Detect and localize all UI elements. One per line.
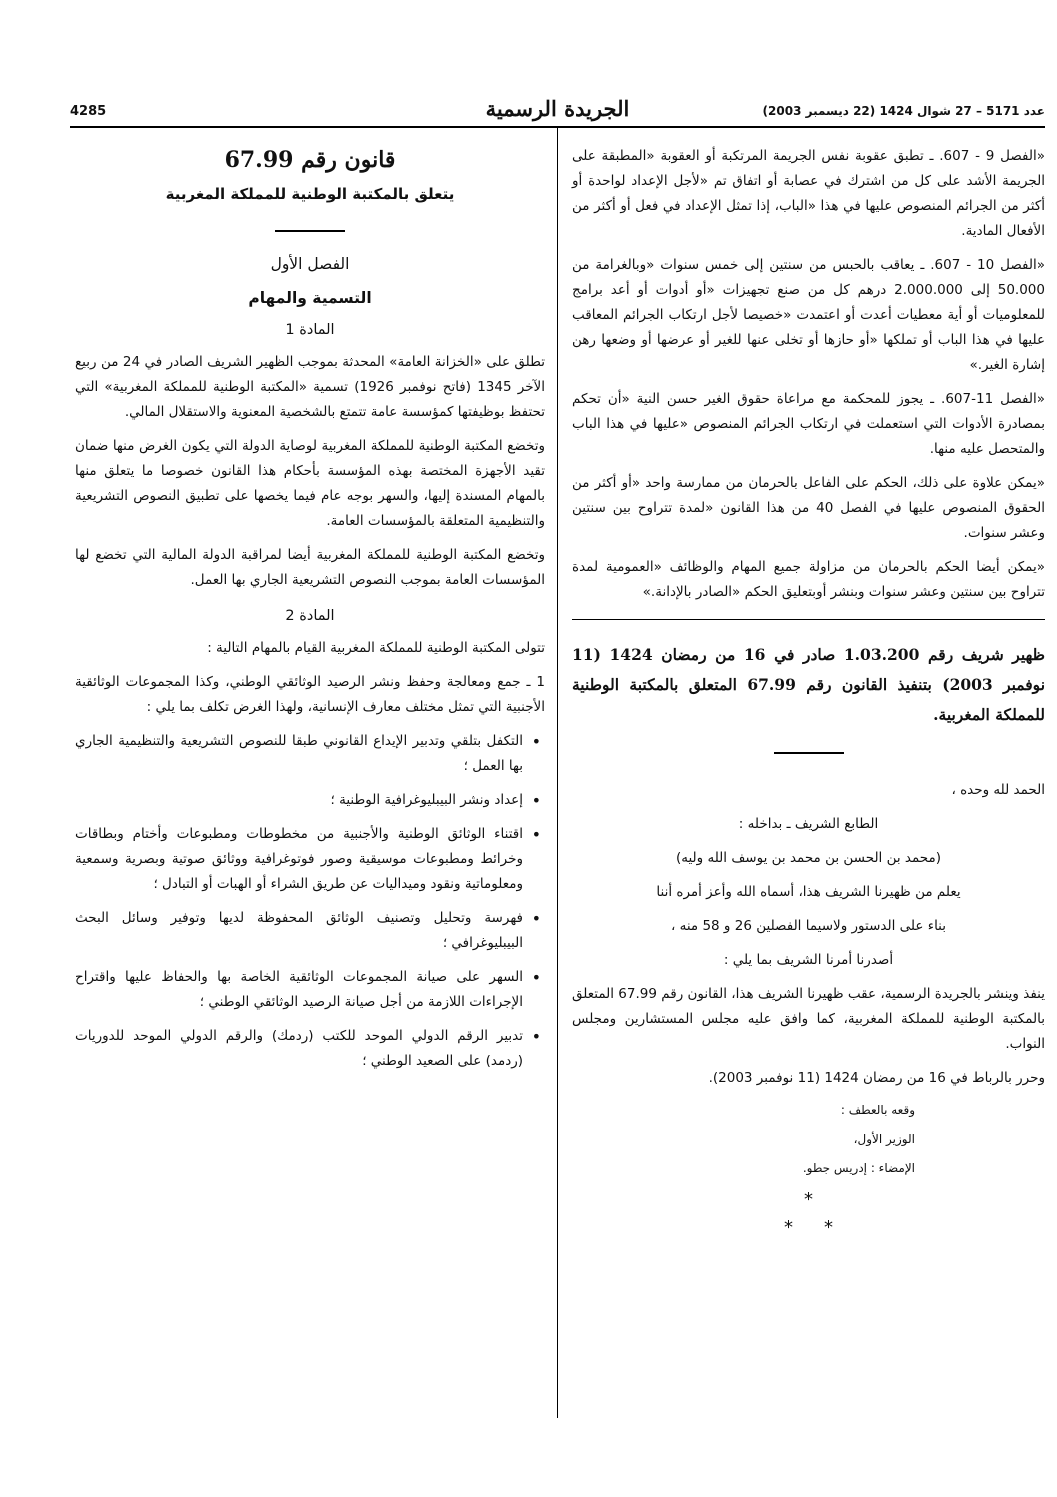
task-item: • اقتناء الوثائق الوطنية والأجنبية من مخطوطات ومطبوعات وأختام وبطاقات وخرائط ومطبوعات موسيقية وصور فوتوغرافية ووثائق صوتية وبصرية وسمعية ومعلوماتية ونقود وميداليات عن طريق الشراء أو الهبات أو التبادل ؛ — [75, 822, 523, 897]
page-header — [70, 96, 1045, 126]
dahir-separator — [774, 752, 844, 754]
clause-607-9: «الفصل 9 - 607. ـ تطبق عقوبة نفس الجريمة المرتكبة أو العقوبة «المطبقة على الجريمة الأشد على كل من اشترك في عصابة أو اتفاق تم «لأجل الإعداد لواحدة أو أكثر من الجرائم المنصوص عليها في هذا «الباب، إذا تمثل الإعداد في فعل أو أكثر من الأفعال المادية. — [572, 148, 1045, 239]
countersign-line: وقعه بالعطف : — [840, 1103, 915, 1117]
task-list — [75, 729, 545, 1074]
task-item: • إعداد ونشر البيبليوغرافية الوطنية ؛ — [75, 788, 523, 813]
clause-607-10: «الفصل 10 - 607. ـ يعاقب بالحبس من سنتين إلى خمس سنوات «وبالغرامة من 50.000 إلى 2.000.000 درهم كل من صنع تجهيزات «أو أدوات أو أعد برامج للمعلوميات أو أية معطيات أعدت أو اعتمدت «خصيصا لأجل ارتكاب الجرائم المعاقب عليها في هذا الباب أو تملكها «أو حازها أو تخلى عنها للغير أو عرضها أو وضعها رهن إشارة الغير.» — [572, 257, 1045, 373]
article-1-paragraph-3: وتخضع المكتبة الوطنية للمملكة المغربية أيضا لمراقبة الدولة المالية التي تخضع لها المؤسسات العامة بموجب النصوص التشريعية الجاري بها العمل. — [75, 547, 545, 588]
task-item: • التكفل بتلقي وتدبير الإيداع القانوني طبقا للنصوص التشريعية والتنظيمية الجاري بها العمل ؛ — [75, 729, 523, 779]
left-column — [75, 144, 545, 1083]
task-item: • السهر على صيانة المجموعات الوثائقية الخاصة بها والحفاظ عليها واقتراح الإجراءات اللازمة من أجل صيانة الرصيد الوثائقي الوطني ؛ — [75, 965, 523, 1015]
announce-line: يعلم من ظهيرنا الشريف هذا، أسماه الله وأعز أمره أننا — [656, 884, 961, 900]
end-stars — [572, 1187, 1045, 1247]
clause-607-11: «الفصل 11-607. ـ يجوز للمحكمة مع مراعاة حقوق الغير حسن النية «أن تحكم بمصادرة الأدوات التي استعملت في ارتكاب الجرائم المنصوص «عليها في هذا الباب والمتحصل عليه منها. — [572, 391, 1045, 457]
section-rule — [572, 619, 1045, 620]
page-number: 4285 — [70, 104, 107, 119]
article-1-paragraph-2: وتخضع المكتبة الوطنية للمملكة المغربية لوصاية الدولة التي يكون الغرض منها ضمان تقيد الأجهزة المختصة بهذه المؤسسة بأحكام هذا القانون خصوصا ما يتعلق منها بالمهام المسندة إليها، والسهر بوجه عام فيما يخصها على تطبيق النصوص التشريعية والتنظيمية المتعلقة بالمؤسسات العامة. — [75, 438, 545, 529]
star-bottom-left: * — [784, 1217, 793, 1238]
article-2-intro: تتولى المكتبة الوطنية للمملكة المغربية القيام بالمهام التالية : — [207, 640, 545, 656]
clause-additional-penalty: «يمكن علاوة على ذلك، الحكم على الفاعل بالحرمان من ممارسة واحد «أو أكثر من الحقوق المنصوص عليها في الفصل 40 من هذا القانون «لمدة تتراوح بين سنتين وعشر سنوات. — [572, 475, 1045, 541]
article-2-item-1: 1 ـ جمع ومعالجة وحفظ ونشر الرصيد الوثائقي الوطني، وكذا المجموعات الوثائقية الأجنبية التي تمثل مختلف معارف الإنسانية، ولهذا الغرض تكلف بما يلي : — [75, 674, 545, 715]
article-2-label: المادة 2 — [285, 608, 335, 624]
article-1-label: المادة 1 — [285, 322, 335, 338]
seal-line: الطابع الشريف ـ بداخله : — [738, 816, 879, 832]
article-1-paragraph-1: تطلق على «الخزانة العامة» المحدثة بموجب الظهير الشريف الصادر في 24 من ربيع الآخر 1345 (فاتح نوفمبر 1926) تسمية «المكتبة الوطنية للمملكة المغربية» التي تحتفظ بوظيفتها كمؤسسة عامة تتمتع بالشخصية المعنوية والاستقلال المالي. — [75, 354, 545, 420]
law-separator — [275, 230, 345, 232]
order-line: أصدرنا أمرنا الشريف بما يلي : — [723, 952, 894, 968]
right-column — [572, 144, 1045, 1247]
star-top: * — [804, 1189, 813, 1210]
task-item: • فهرسة وتحليل وتصنيف الوثائق المحفوظة لديها وتوفير وسائل البحث البيبليوغرافي ؛ — [75, 906, 523, 956]
gazette-title: الجريدة الرسمية — [485, 96, 630, 121]
basis-line: بناء على الدستور ولاسيما الفصلين 26 و 58 منه ، — [670, 918, 947, 934]
law-title: قانون رقم 67.99 — [224, 147, 396, 173]
seal-name: (محمد بن الحسن بن محمد بن يوسف الله وليه) — [675, 850, 942, 866]
praise-line: الحمد لله وحده ، — [951, 782, 1045, 798]
done-at-line: وحرر بالرباط في 16 من رمضان 1424 (11 نوفمبر 2003). — [708, 1070, 1045, 1086]
dahir-title: ظهير شريف رقم 1.03.200 صادر في 16 من رمضان 1424 (11 نوفمبر 2003) بتنفيذ القانون رقم 67.99 المتعلق بالمكتبة الوطنية للمملكة المغربية. — [572, 645, 1046, 724]
execute-paragraph: ينفذ وينشر بالجريدة الرسمية، عقب ظهيرنا الشريف هذا، القانون رقم 67.99 المتعلق بالمكتبة الوطنية للمملكة المغربية، كما وافق عليه مجلس المستشارين ومجلس النواب. — [572, 986, 1045, 1052]
law-subtitle: يتعلق بالمكتبة الوطنية للمملكة المغربية — [165, 185, 455, 203]
column-divider — [557, 128, 558, 1418]
clause-public-office-ban: «يمكن أيضا الحكم بالحرمان من مزاولة جميع المهام والوظائف «العمومية لمدة تتراوح بين سنتين وعشر سنوات وبنشر أوبتعليق الحكم «الصادر بالإدانة.» — [572, 559, 1045, 600]
issue-info: عدد 5171 – 27 شوال 1424 (22 ديسمبر 2003) — [762, 104, 1045, 118]
signature-line: الإمضاء : إدريس جطو. — [802, 1161, 915, 1175]
chapter-heading: الفصل الأول — [270, 255, 350, 273]
star-bottom-right: * — [824, 1217, 833, 1238]
task-item: • تدبير الرقم الدولي الموحد للكتب (ردمك) والرقم الدولي الموحد للدوريات (ردمد) على الصعيد الوطني ؛ — [75, 1024, 523, 1074]
prime-minister-line: الوزير الأول، — [853, 1132, 915, 1146]
section-heading: التسمية والمهام — [248, 289, 372, 307]
